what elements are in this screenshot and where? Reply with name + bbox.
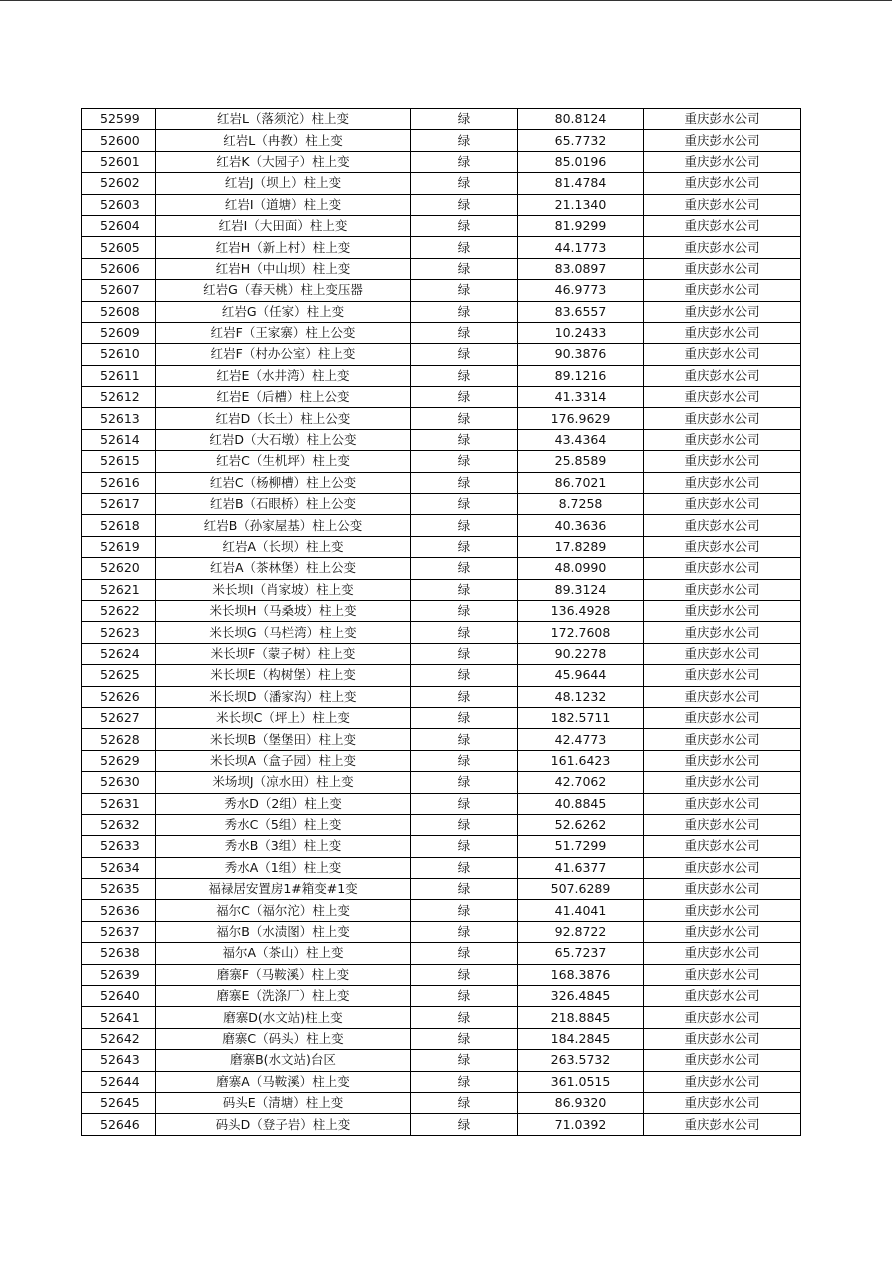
value-cell: 182.5711 (518, 707, 644, 728)
company-name-cell: 重庆彭水公司 (644, 1028, 801, 1049)
status-color-cell: 绿 (411, 408, 518, 429)
transformer-name-cell: 磨寨E（洗涤厂）柱上变 (156, 986, 411, 1007)
transformer-name-cell: 红岩I（道塘）柱上变 (156, 194, 411, 215)
transformer-name-cell: 红岩H（新上村）柱上变 (156, 237, 411, 258)
company-name-cell: 重庆彭水公司 (644, 814, 801, 835)
value-cell: 85.0196 (518, 151, 644, 172)
status-color-cell: 绿 (411, 301, 518, 322)
transformer-name-cell: 福禄居安置房1#箱变#1变 (156, 879, 411, 900)
transformer-name-cell: 秀水A（1组）柱上变 (156, 857, 411, 878)
value-cell: 46.9773 (518, 280, 644, 301)
company-name-cell: 重庆彭水公司 (644, 515, 801, 536)
value-cell: 90.3876 (518, 344, 644, 365)
transformer-name-cell: 红岩L（落须沱）柱上变 (156, 109, 411, 130)
value-cell: 161.6423 (518, 750, 644, 771)
company-name-cell: 重庆彭水公司 (644, 879, 801, 900)
row-id-cell: 52632 (82, 814, 156, 835)
value-cell: 263.5732 (518, 1050, 644, 1071)
transformer-name-cell: 红岩G（春天桃）柱上变压器 (156, 280, 411, 301)
value-cell: 81.4784 (518, 173, 644, 194)
company-name-cell: 重庆彭水公司 (644, 921, 801, 942)
row-id-cell: 52626 (82, 686, 156, 707)
company-name-cell: 重庆彭水公司 (644, 408, 801, 429)
value-cell: 90.2278 (518, 643, 644, 664)
table-row (82, 194, 801, 215)
transformer-name-cell: 磨寨A（马鞍溪）柱上变 (156, 1071, 411, 1092)
table-row (82, 344, 801, 365)
row-id-cell: 52646 (82, 1114, 156, 1135)
transformer-name-cell: 红岩E（后槽）柱上公变 (156, 387, 411, 408)
row-id-cell: 52640 (82, 986, 156, 1007)
status-color-cell: 绿 (411, 558, 518, 579)
value-cell: 44.1773 (518, 237, 644, 258)
status-color-cell: 绿 (411, 515, 518, 536)
transformer-name-cell: 红岩F（村办公室）柱上变 (156, 344, 411, 365)
transformer-name-cell: 红岩I（大田面）柱上变 (156, 215, 411, 236)
row-id-cell: 52637 (82, 921, 156, 942)
status-color-cell: 绿 (411, 237, 518, 258)
row-id-cell: 52614 (82, 429, 156, 450)
value-cell: 89.1216 (518, 365, 644, 386)
table-row (82, 494, 801, 515)
transformer-name-cell: 秀水C（5组）柱上变 (156, 814, 411, 835)
row-id-cell: 52628 (82, 729, 156, 750)
company-name-cell: 重庆彭水公司 (644, 558, 801, 579)
value-cell: 86.7021 (518, 472, 644, 493)
table-row (82, 964, 801, 985)
table-row (82, 130, 801, 151)
table-row (82, 686, 801, 707)
status-color-cell: 绿 (411, 1114, 518, 1135)
row-id-cell: 52624 (82, 643, 156, 664)
row-id-cell: 52602 (82, 173, 156, 194)
company-name-cell: 重庆彭水公司 (644, 1007, 801, 1028)
table-row (82, 322, 801, 343)
value-cell: 89.3124 (518, 579, 644, 600)
table-row (82, 857, 801, 878)
transformer-name-cell: 红岩G（任家）柱上变 (156, 301, 411, 322)
company-name-cell: 重庆彭水公司 (644, 151, 801, 172)
table-row (82, 1071, 801, 1092)
company-name-cell: 重庆彭水公司 (644, 429, 801, 450)
table-row (82, 408, 801, 429)
value-cell: 136.4928 (518, 600, 644, 621)
row-id-cell: 52642 (82, 1028, 156, 1049)
transformer-name-cell: 码头E（清塘）柱上变 (156, 1092, 411, 1113)
company-name-cell: 重庆彭水公司 (644, 301, 801, 322)
company-name-cell: 重庆彭水公司 (644, 836, 801, 857)
table-row (82, 280, 801, 301)
status-color-cell: 绿 (411, 836, 518, 857)
value-cell: 83.0897 (518, 258, 644, 279)
status-color-cell: 绿 (411, 964, 518, 985)
transformer-name-cell: 红岩C（杨柳槽）柱上公变 (156, 472, 411, 493)
status-color-cell: 绿 (411, 943, 518, 964)
table-row (82, 215, 801, 236)
table-row (82, 1050, 801, 1071)
value-cell: 48.1232 (518, 686, 644, 707)
table-row (82, 1028, 801, 1049)
status-color-cell: 绿 (411, 109, 518, 130)
status-color-cell: 绿 (411, 986, 518, 1007)
value-cell: 168.3876 (518, 964, 644, 985)
company-name-cell: 重庆彭水公司 (644, 387, 801, 408)
row-id-cell: 52617 (82, 494, 156, 515)
company-name-cell: 重庆彭水公司 (644, 579, 801, 600)
transformer-name-cell: 磨寨B(水文站)台区 (156, 1050, 411, 1071)
value-cell: 25.8589 (518, 451, 644, 472)
company-name-cell: 重庆彭水公司 (644, 1114, 801, 1135)
transformer-name-cell: 红岩C（生机坪）柱上变 (156, 451, 411, 472)
transformer-name-cell: 米长坝H（马桑坡）柱上变 (156, 600, 411, 621)
status-color-cell: 绿 (411, 1028, 518, 1049)
table-row (82, 109, 801, 130)
table-row (82, 387, 801, 408)
table-row (82, 600, 801, 621)
table-row (82, 237, 801, 258)
row-id-cell: 52612 (82, 387, 156, 408)
company-name-cell: 重庆彭水公司 (644, 686, 801, 707)
value-cell: 361.0515 (518, 1071, 644, 1092)
table-row (82, 429, 801, 450)
table-row (82, 707, 801, 728)
value-cell: 507.6289 (518, 879, 644, 900)
value-cell: 41.6377 (518, 857, 644, 878)
transformer-name-cell: 米场坝J（凉水田）柱上变 (156, 772, 411, 793)
row-id-cell: 52605 (82, 237, 156, 258)
value-cell: 42.4773 (518, 729, 644, 750)
transformer-name-cell: 红岩D（大石墩）柱上公变 (156, 429, 411, 450)
company-name-cell: 重庆彭水公司 (644, 472, 801, 493)
value-cell: 92.8722 (518, 921, 644, 942)
status-color-cell: 绿 (411, 579, 518, 600)
status-color-cell: 绿 (411, 387, 518, 408)
table-row (82, 579, 801, 600)
table-row (82, 472, 801, 493)
company-name-cell: 重庆彭水公司 (644, 900, 801, 921)
table-row (82, 301, 801, 322)
row-id-cell: 52600 (82, 130, 156, 151)
row-id-cell: 52619 (82, 536, 156, 557)
row-id-cell: 52623 (82, 622, 156, 643)
row-id-cell: 52606 (82, 258, 156, 279)
status-color-cell: 绿 (411, 215, 518, 236)
transformer-table (81, 108, 801, 1136)
table-row (82, 643, 801, 664)
status-color-cell: 绿 (411, 665, 518, 686)
row-id-cell: 52607 (82, 280, 156, 301)
transformer-name-cell: 米长坝C（坪上）柱上变 (156, 707, 411, 728)
table-row (82, 986, 801, 1007)
transformer-name-cell: 红岩J（坝上）柱上变 (156, 173, 411, 194)
row-id-cell: 52603 (82, 194, 156, 215)
company-name-cell: 重庆彭水公司 (644, 365, 801, 386)
company-name-cell: 重庆彭水公司 (644, 600, 801, 621)
row-id-cell: 52616 (82, 472, 156, 493)
company-name-cell: 重庆彭水公司 (644, 344, 801, 365)
table-row (82, 365, 801, 386)
row-id-cell: 52609 (82, 322, 156, 343)
table-row (82, 622, 801, 643)
table-row (82, 1114, 801, 1135)
value-cell: 41.3314 (518, 387, 644, 408)
table-row (82, 836, 801, 857)
row-id-cell: 52620 (82, 558, 156, 579)
transformer-name-cell: 红岩E（水井湾）柱上变 (156, 365, 411, 386)
status-color-cell: 绿 (411, 365, 518, 386)
value-cell: 65.7237 (518, 943, 644, 964)
transformer-name-cell: 码头D（登子岩）柱上变 (156, 1114, 411, 1135)
row-id-cell: 52634 (82, 857, 156, 878)
value-cell: 10.2433 (518, 322, 644, 343)
company-name-cell: 重庆彭水公司 (644, 729, 801, 750)
value-cell: 83.6557 (518, 301, 644, 322)
status-color-cell: 绿 (411, 280, 518, 301)
transformer-name-cell: 红岩L（冉教）柱上变 (156, 130, 411, 151)
status-color-cell: 绿 (411, 600, 518, 621)
row-id-cell: 52622 (82, 600, 156, 621)
status-color-cell: 绿 (411, 1071, 518, 1092)
row-id-cell: 52618 (82, 515, 156, 536)
value-cell: 218.8845 (518, 1007, 644, 1028)
status-color-cell: 绿 (411, 344, 518, 365)
table-row (82, 558, 801, 579)
transformer-name-cell: 红岩A（长坝）柱上变 (156, 536, 411, 557)
transformer-name-cell: 福尔B（水渍图）柱上变 (156, 921, 411, 942)
row-id-cell: 52613 (82, 408, 156, 429)
status-color-cell: 绿 (411, 814, 518, 835)
transformer-name-cell: 福尔A（茶山）柱上变 (156, 943, 411, 964)
value-cell: 45.9644 (518, 665, 644, 686)
table-row (82, 900, 801, 921)
status-color-cell: 绿 (411, 1007, 518, 1028)
row-id-cell: 52645 (82, 1092, 156, 1113)
row-id-cell: 52631 (82, 793, 156, 814)
transformer-name-cell: 磨寨C（码头）柱上变 (156, 1028, 411, 1049)
table-row (82, 772, 801, 793)
transformer-name-cell: 红岩D（长土）柱上公变 (156, 408, 411, 429)
status-color-cell: 绿 (411, 686, 518, 707)
row-id-cell: 52630 (82, 772, 156, 793)
status-color-cell: 绿 (411, 857, 518, 878)
row-id-cell: 52639 (82, 964, 156, 985)
status-color-cell: 绿 (411, 151, 518, 172)
company-name-cell: 重庆彭水公司 (644, 643, 801, 664)
status-color-cell: 绿 (411, 643, 518, 664)
transformer-name-cell: 磨寨F（马鞍溪）柱上变 (156, 964, 411, 985)
status-color-cell: 绿 (411, 707, 518, 728)
company-name-cell: 重庆彭水公司 (644, 494, 801, 515)
company-name-cell: 重庆彭水公司 (644, 215, 801, 236)
row-id-cell: 52621 (82, 579, 156, 600)
value-cell: 48.0990 (518, 558, 644, 579)
table-row (82, 943, 801, 964)
company-name-cell: 重庆彭水公司 (644, 1050, 801, 1071)
row-id-cell: 52610 (82, 344, 156, 365)
row-id-cell: 52629 (82, 750, 156, 771)
status-color-cell: 绿 (411, 173, 518, 194)
company-name-cell: 重庆彭水公司 (644, 173, 801, 194)
row-id-cell: 52625 (82, 665, 156, 686)
company-name-cell: 重庆彭水公司 (644, 964, 801, 985)
row-id-cell: 52615 (82, 451, 156, 472)
row-id-cell: 52604 (82, 215, 156, 236)
row-id-cell: 52636 (82, 900, 156, 921)
status-color-cell: 绿 (411, 921, 518, 942)
page-top-border (0, 0, 892, 1)
status-color-cell: 绿 (411, 793, 518, 814)
value-cell: 184.2845 (518, 1028, 644, 1049)
status-color-cell: 绿 (411, 429, 518, 450)
transformer-name-cell: 红岩H（中山坝）柱上变 (156, 258, 411, 279)
status-color-cell: 绿 (411, 258, 518, 279)
transformer-name-cell: 米长坝E（构树堡）柱上变 (156, 665, 411, 686)
company-name-cell: 重庆彭水公司 (644, 130, 801, 151)
table-row (82, 879, 801, 900)
company-name-cell: 重庆彭水公司 (644, 280, 801, 301)
value-cell: 65.7732 (518, 130, 644, 151)
value-cell: 17.8289 (518, 536, 644, 557)
table-row (82, 515, 801, 536)
table-body (82, 109, 801, 1136)
row-id-cell: 52643 (82, 1050, 156, 1071)
transformer-name-cell: 秀水B（3组）柱上变 (156, 836, 411, 857)
status-color-cell: 绿 (411, 194, 518, 215)
value-cell: 52.6262 (518, 814, 644, 835)
company-name-cell: 重庆彭水公司 (644, 665, 801, 686)
transformer-name-cell: 红岩A（茶林堡）柱上公变 (156, 558, 411, 579)
table-row (82, 1092, 801, 1113)
table-row (82, 258, 801, 279)
status-color-cell: 绿 (411, 130, 518, 151)
company-name-cell: 重庆彭水公司 (644, 707, 801, 728)
company-name-cell: 重庆彭水公司 (644, 322, 801, 343)
company-name-cell: 重庆彭水公司 (644, 258, 801, 279)
row-id-cell: 52633 (82, 836, 156, 857)
transformer-name-cell: 红岩F（王家寨）柱上公变 (156, 322, 411, 343)
table-row (82, 793, 801, 814)
value-cell: 176.9629 (518, 408, 644, 429)
status-color-cell: 绿 (411, 729, 518, 750)
table-row (82, 451, 801, 472)
company-name-cell: 重庆彭水公司 (644, 1092, 801, 1113)
company-name-cell: 重庆彭水公司 (644, 451, 801, 472)
value-cell: 86.9320 (518, 1092, 644, 1113)
status-color-cell: 绿 (411, 750, 518, 771)
transformer-name-cell: 米长坝D（潘家沟）柱上变 (156, 686, 411, 707)
company-name-cell: 重庆彭水公司 (644, 986, 801, 1007)
row-id-cell: 52644 (82, 1071, 156, 1092)
company-name-cell: 重庆彭水公司 (644, 536, 801, 557)
value-cell: 172.7608 (518, 622, 644, 643)
status-color-cell: 绿 (411, 451, 518, 472)
row-id-cell: 52611 (82, 365, 156, 386)
value-cell: 51.7299 (518, 836, 644, 857)
status-color-cell: 绿 (411, 900, 518, 921)
status-color-cell: 绿 (411, 879, 518, 900)
value-cell: 42.7062 (518, 772, 644, 793)
row-id-cell: 52638 (82, 943, 156, 964)
transformer-name-cell: 红岩B（石眼桥）柱上公变 (156, 494, 411, 515)
company-name-cell: 重庆彭水公司 (644, 1071, 801, 1092)
table-row (82, 814, 801, 835)
status-color-cell: 绿 (411, 494, 518, 515)
transformer-name-cell: 福尔C（福尔沱）柱上变 (156, 900, 411, 921)
company-name-cell: 重庆彭水公司 (644, 750, 801, 771)
value-cell: 40.3636 (518, 515, 644, 536)
transformer-name-cell: 米长坝F（蒙子树）柱上变 (156, 643, 411, 664)
table-row (82, 750, 801, 771)
table-row (82, 173, 801, 194)
company-name-cell: 重庆彭水公司 (644, 194, 801, 215)
transformer-name-cell: 米长坝I（肖家坡）柱上变 (156, 579, 411, 600)
table-row (82, 1007, 801, 1028)
row-id-cell: 52608 (82, 301, 156, 322)
status-color-cell: 绿 (411, 1092, 518, 1113)
company-name-cell: 重庆彭水公司 (644, 237, 801, 258)
table-row (82, 151, 801, 172)
value-cell: 71.0392 (518, 1114, 644, 1135)
company-name-cell: 重庆彭水公司 (644, 772, 801, 793)
company-name-cell: 重庆彭水公司 (644, 793, 801, 814)
transformer-name-cell: 磨寨D(水文站)柱上变 (156, 1007, 411, 1028)
value-cell: 40.8845 (518, 793, 644, 814)
transformer-name-cell: 米长坝A（盒子园）柱上变 (156, 750, 411, 771)
value-cell: 41.4041 (518, 900, 644, 921)
value-cell: 326.4845 (518, 986, 644, 1007)
table-row (82, 665, 801, 686)
row-id-cell: 52601 (82, 151, 156, 172)
status-color-cell: 绿 (411, 472, 518, 493)
transformer-name-cell: 米长坝B（堡堡田）柱上变 (156, 729, 411, 750)
table-row (82, 536, 801, 557)
status-color-cell: 绿 (411, 322, 518, 343)
transformer-name-cell: 红岩B（孙家屋基）柱上公变 (156, 515, 411, 536)
transformer-name-cell: 红岩K（大园子）柱上变 (156, 151, 411, 172)
status-color-cell: 绿 (411, 1050, 518, 1071)
status-color-cell: 绿 (411, 772, 518, 793)
company-name-cell: 重庆彭水公司 (644, 109, 801, 130)
company-name-cell: 重庆彭水公司 (644, 622, 801, 643)
value-cell: 21.1340 (518, 194, 644, 215)
row-id-cell: 52599 (82, 109, 156, 130)
company-name-cell: 重庆彭水公司 (644, 943, 801, 964)
value-cell: 80.8124 (518, 109, 644, 130)
transformer-name-cell: 米长坝G（马栏湾）柱上变 (156, 622, 411, 643)
row-id-cell: 52641 (82, 1007, 156, 1028)
company-name-cell: 重庆彭水公司 (644, 857, 801, 878)
table-row (82, 921, 801, 942)
value-cell: 8.7258 (518, 494, 644, 515)
row-id-cell: 52627 (82, 707, 156, 728)
table-row (82, 729, 801, 750)
value-cell: 81.9299 (518, 215, 644, 236)
status-color-cell: 绿 (411, 622, 518, 643)
value-cell: 43.4364 (518, 429, 644, 450)
status-color-cell: 绿 (411, 536, 518, 557)
row-id-cell: 52635 (82, 879, 156, 900)
transformer-name-cell: 秀水D（2组）柱上变 (156, 793, 411, 814)
